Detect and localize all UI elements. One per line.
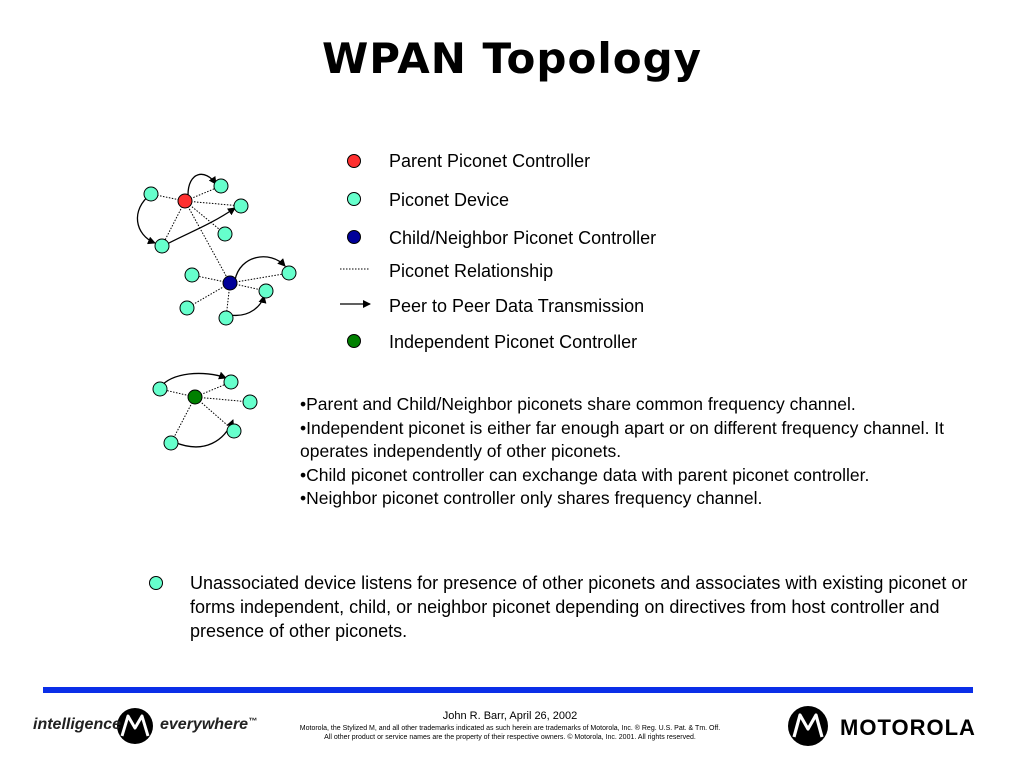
- child-piconet-links: [187, 273, 289, 318]
- legend-relationship-label: Piconet Relationship: [389, 261, 554, 281]
- footer-trademark-2: All other product or service names are the property of their respective owners. © Motorola, Inc. 2001. All rights reserved.: [324, 734, 696, 741]
- slogan-left: intelligence: [33, 716, 122, 733]
- slogan-right: [160, 716, 257, 734]
- independent-controller-node: [188, 390, 202, 404]
- slogan-tm: ™: [248, 716, 258, 726]
- legend-peer-label: Peer to Peer Data Transmission: [389, 296, 645, 316]
- footer-divider: [43, 687, 973, 693]
- footer-author: John R. Barr, April 26, 2002: [442, 710, 578, 722]
- bullet-item: •Child piconet controller can exchange data with parent piconet controller.: [300, 464, 870, 485]
- bullet-item: •Independent piconet is either far enough apart or on different frequency channel. It operates independently of other piconets.: [300, 417, 945, 461]
- legend-parent-label: Parent Piconet Controller: [389, 151, 591, 171]
- legend-device-label: Piconet Device: [389, 190, 510, 210]
- unassociated-text: Unassociated device listens for presence of other piconets and associates with existing piconet or forms independent, child, or neighbor piconet depending on directives from host controller and presence of other piconets.: [190, 573, 968, 641]
- legend-independent-label: Independent Piconet Controller: [389, 332, 638, 352]
- motorola-logo-left: [117, 708, 153, 744]
- legend-child-label: Child/Neighbor Piconet Controller: [389, 228, 657, 248]
- footer-trademark-1: Motorola, the Stylized M, and all other trademarks indicated as such herein are trademarks of Motorola, Inc. ® Reg. U.S. Pat. & Tm. Off.: [299, 725, 721, 732]
- slogan-right-text: everywhere: [160, 716, 249, 733]
- bullet-item: •Parent and Child/Neighbor piconets share common frequency channel.: [300, 394, 856, 414]
- brand-wordmark: MOTOROLA: [840, 715, 976, 740]
- page-title: WPAN Topology: [321, 34, 703, 83]
- parent-controller-node: [178, 194, 192, 208]
- motorola-logo-right: [788, 706, 828, 746]
- child-controller-node: [223, 276, 237, 290]
- bullet-item: •Neighbor piconet controller only shares frequency channel.: [300, 488, 763, 508]
- peer-arrows: [137, 174, 285, 447]
- device-nodes: [144, 179, 296, 450]
